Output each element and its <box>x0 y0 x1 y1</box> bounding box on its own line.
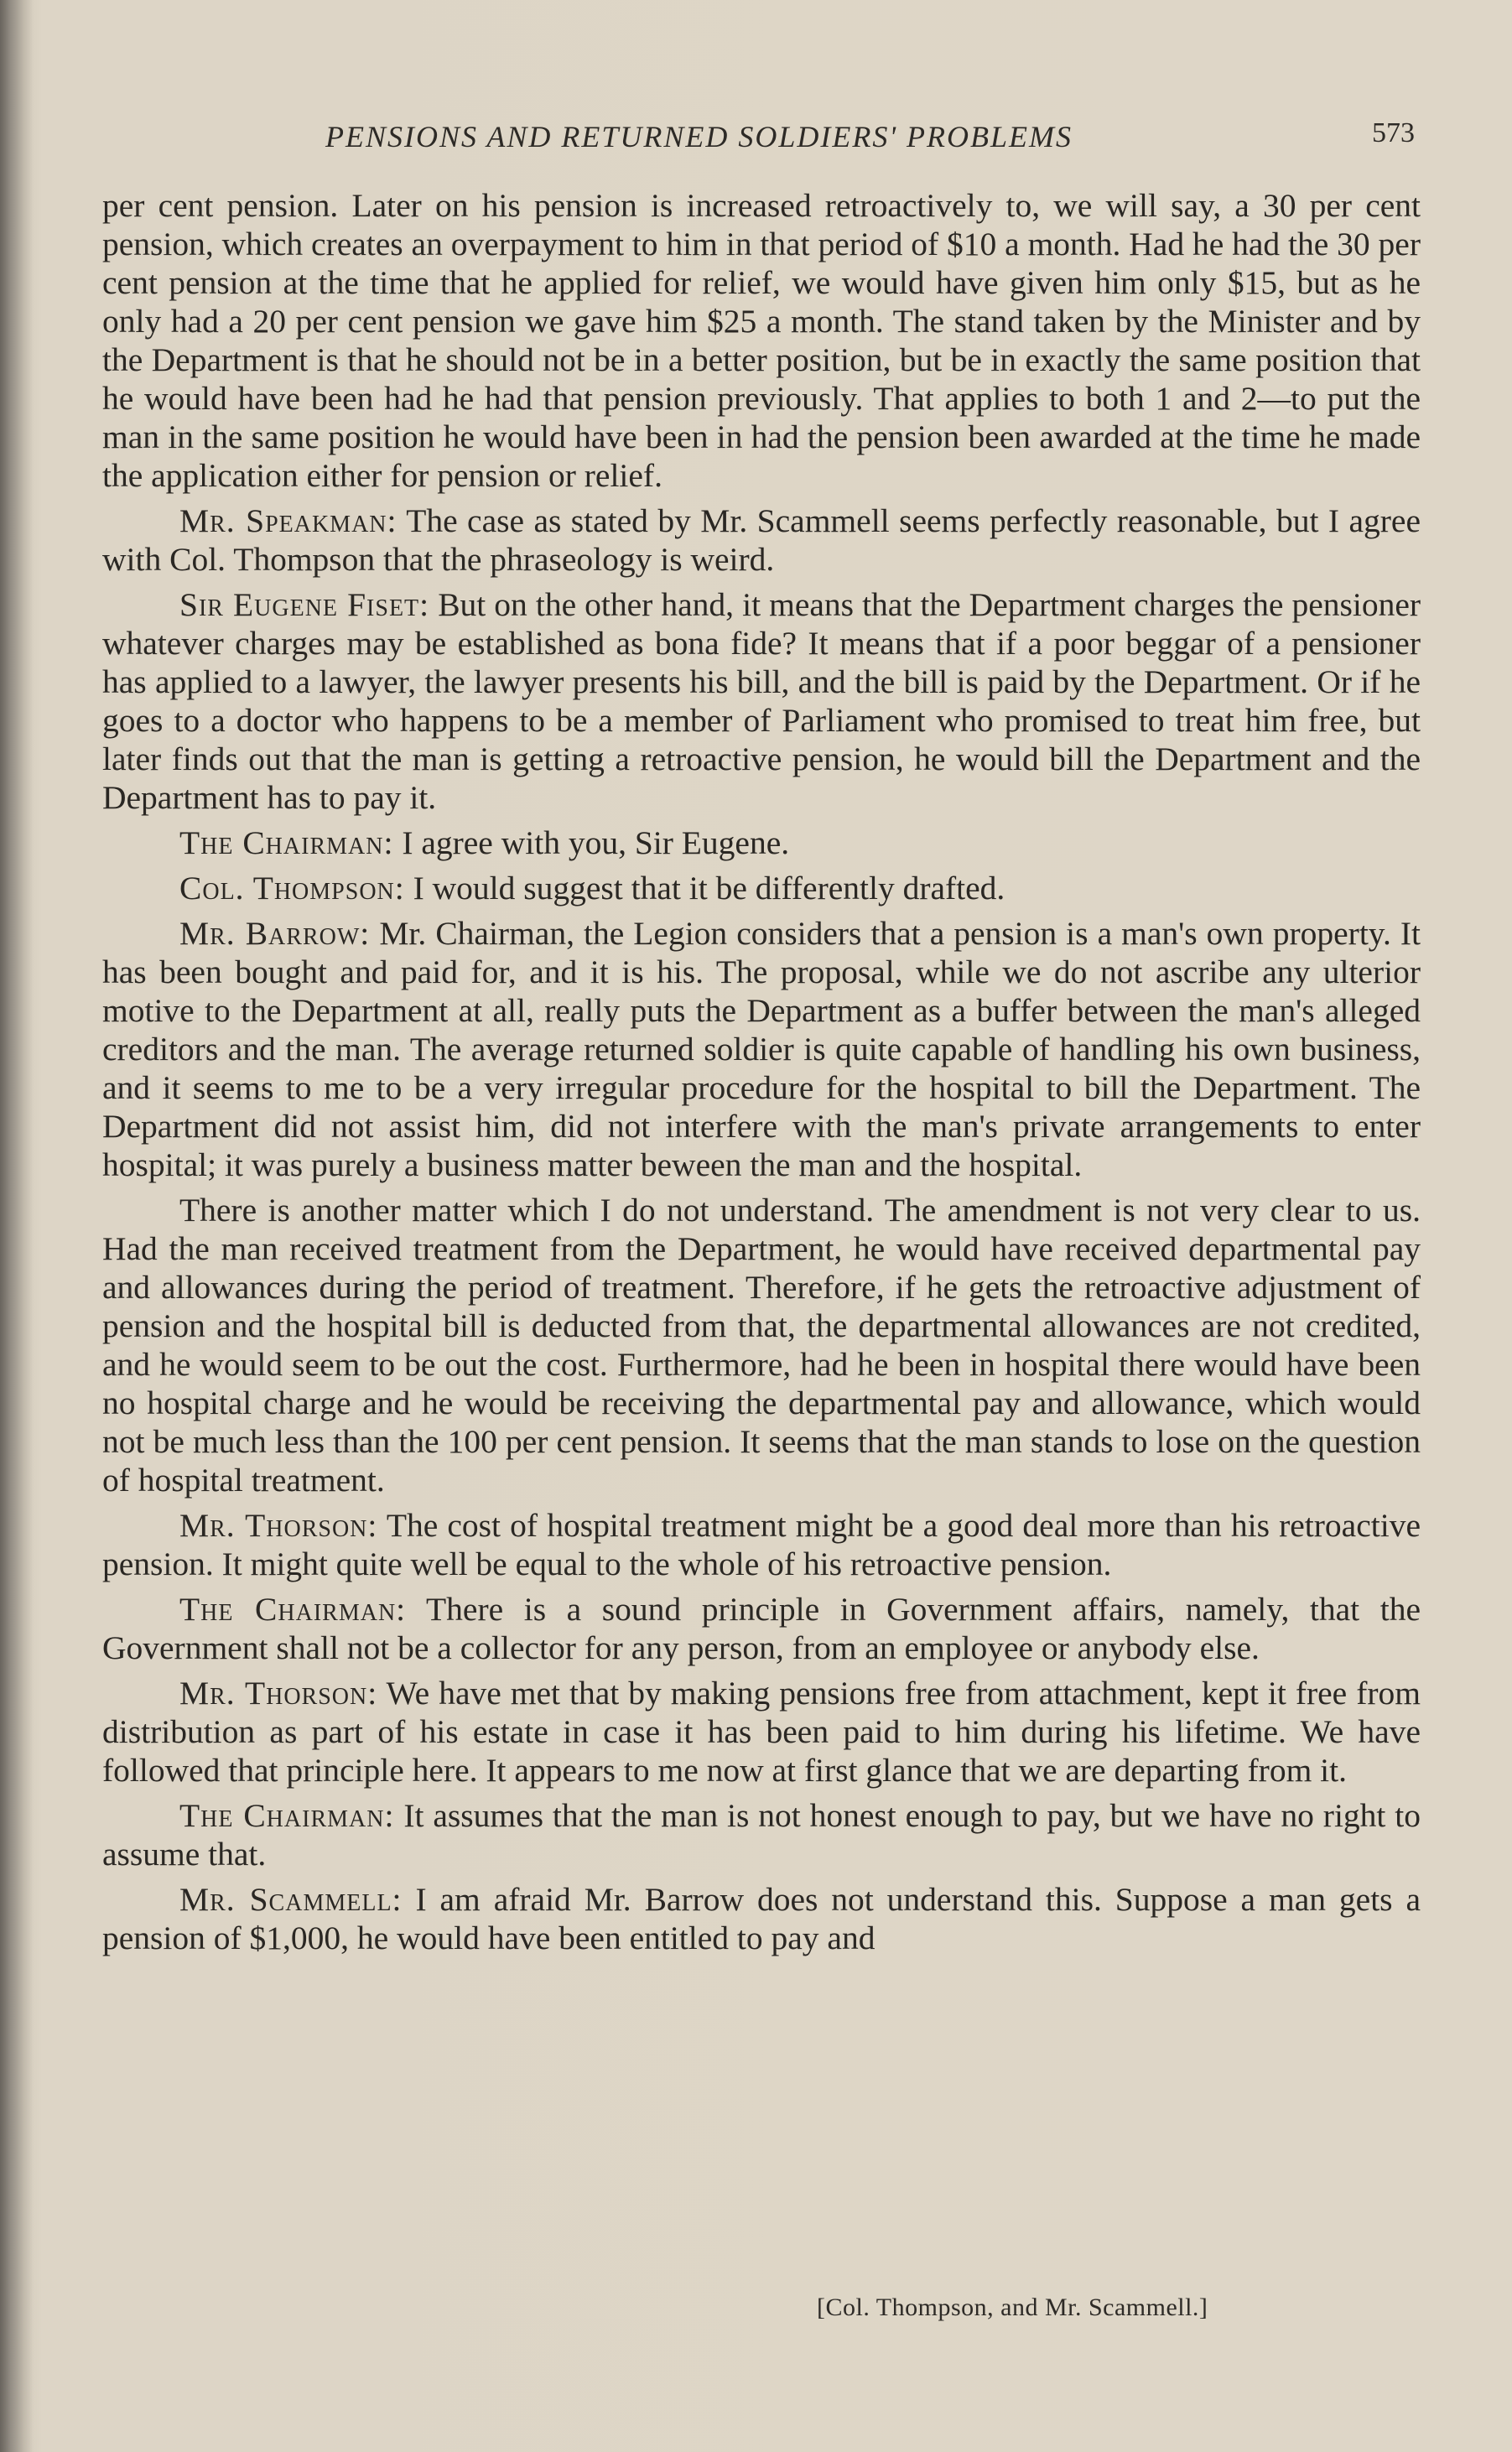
speaker-name: Mr. Speakman: <box>179 502 397 539</box>
paragraph-text: Mr. Chairman, the Legion considers that a pension is a man's own property. It has been bought and paid for, and it is his. The proposal, while we do not ascribe any ulterior motive to the Department at all, really puts the Department as a buffer between the man's alleged creditors and the man. The average returned soldier is quite capable of handling his own business, and it seems to me to be a very irregular procedure for the hospital to bill the Department. The Department did not assist him, did not interfere with the man's private arrangements to enter hospital; it was purely a business matter beween the man and the hospital. <box>102 915 1421 1183</box>
paragraph-text: per cent pension. Later on his pension is increased retroactively to, we will say, a 30 per cent pension, which creates an overpayment to him in that period of $10 a month. Had he had the 30 per cent pension at the time that he applied for relief, we would have given him only $15, but as he only had a 20 per cent pension we gave him $25 a month. The stand taken by the Minister and by the Department is that he should not be in a better position, but be in exactly the same position that he would have been had he had that pension previously. That applies to both 1 and 2—to put the man in the same position he would have been in had the pension been awarded at the time he made the application either for pension or relief. <box>102 187 1421 494</box>
paragraph <box>102 869 1421 907</box>
speaker-name: The Chairman: <box>179 1797 395 1834</box>
paragraph <box>102 1796 1421 1873</box>
paragraph <box>102 1506 1421 1583</box>
paragraph <box>102 1674 1421 1790</box>
running-title: PENSIONS AND RETURNED SOLDIERS' PROBLEMS <box>325 120 1073 153</box>
paragraph <box>102 1191 1421 1499</box>
paragraph <box>102 186 1421 495</box>
paragraph-text: There is a sound principle in Government affairs, namely, that the Government shall not be a collector for any person, from an employee or anybody else. <box>102 1591 1421 1666</box>
paragraph-text: It assumes that the man is not honest enough to pay, but we have no right to assume that. <box>102 1797 1421 1873</box>
speaker-name: The Chairman: <box>179 1591 407 1628</box>
paragraph-text: The cost of hospital treatment might be a good deal more than his retroactive pension. It might quite well be equal to the whole of his retroactive pension. <box>102 1507 1421 1582</box>
paragraph <box>102 823 1421 862</box>
paragraph <box>102 1590 1421 1667</box>
paragraph-text: We have met that by making pensions free from attachment, kept it free from distribution as part of his estate in case it has been paid to him during his lifetime. We have followed that principle here. It appears to me now at first glance that we are departing from it. <box>102 1675 1421 1789</box>
paragraph-text: I am afraid Mr. Barrow does not understand this. Suppose a man gets a pension of $1,000, he would have been entitled to pay and <box>102 1881 1421 1956</box>
paragraph <box>102 501 1421 579</box>
speaker-name: Col. Thompson: <box>179 870 405 907</box>
paragraph-text: There is another matter which I do not understand. The amendment is not very clear to us. Had the man received treatment from the Department, he would have received departmental pay and allowances during the period of treatment. Therefore, if he gets the retroactive adjustment of pension and the hospital bill is deducted from that, the departmental allowances are not credited, and he would seem to be out the cost. Furthermore, had he been in hospital there would have been no hospital charge and he would be receiving the departmental pay and allowance, which would not be much less than the 100 per cent pension. It seems that the man stands to lose on the question of hospital treatment. <box>102 1192 1421 1499</box>
speaker-name: Sir Eugene Fiset: <box>179 586 430 623</box>
paragraph <box>102 1880 1421 1957</box>
speaker-name: Mr. Barrow: <box>179 915 371 952</box>
paragraph-text: I would suggest that it be differently drafted. <box>413 870 1005 907</box>
paragraph-text: I agree with you, Sir Eugene. <box>402 824 790 861</box>
paragraph <box>102 585 1421 817</box>
page-body <box>102 186 1421 1964</box>
speaker-name: Mr. Scammell: <box>179 1881 403 1918</box>
paragraph-text: But on the other hand, it means that the Department charges the pensioner whatever charges may be established as bona fide? It means that if a poor beggar of a pensioner has applied to a lawyer, the lawyer presents his bill, and the bill is paid by the Department. Or if he goes to a doctor who happens to be a member of Parliament who promised to treat him free, but later finds out that the man is getting a retroactive pension, he would bill the Department and the Department has to pay it. <box>102 586 1421 816</box>
speaker-name: Mr. Thorson: <box>179 1507 378 1544</box>
speaker-footnote: [Col. Thompson, and Mr. Scammell.] <box>817 2294 1208 2321</box>
page-number: 573 <box>1372 117 1415 148</box>
speaker-name: The Chairman: <box>179 824 394 861</box>
book-gutter-shadow <box>0 0 34 2452</box>
paragraph-text: The case as stated by Mr. Scammell seems perfectly reasonable, but I agree with Col. Thompson that the phraseology is weird. <box>102 502 1421 578</box>
paragraph <box>102 914 1421 1184</box>
speaker-name: Mr. Thorson: <box>179 1675 378 1712</box>
